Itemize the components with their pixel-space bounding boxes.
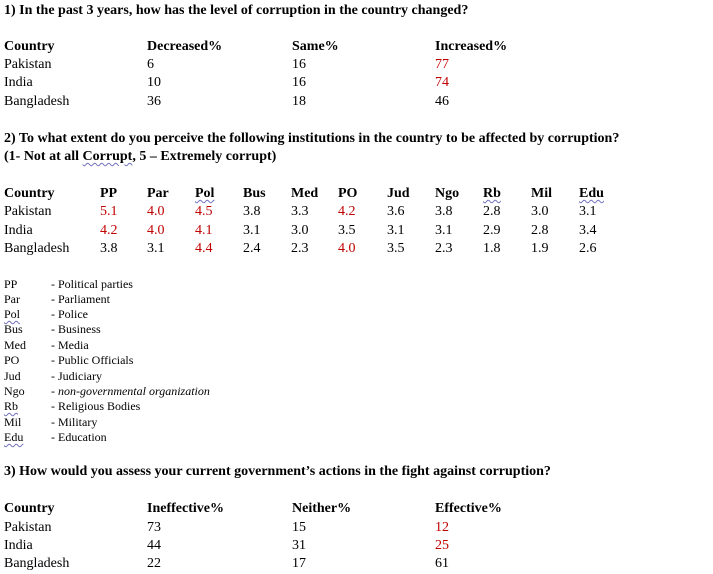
legend-abbr-mil: Mil xyxy=(4,415,22,429)
q1-row-india-increased: 74 xyxy=(435,75,449,90)
q3-row-bangladesh-ineffective: 22 xyxy=(147,556,161,571)
q1-row-pakistan-increased: 77 xyxy=(435,57,449,72)
q2-title-line2 xyxy=(4,149,276,165)
q2-india-jud: 3.1 xyxy=(387,223,405,238)
q1-row-pakistan-country: Pakistan xyxy=(4,57,52,72)
q3-header-country: Country xyxy=(4,501,55,516)
legend-abbr-po: PO xyxy=(4,353,20,367)
q3-row-pakistan-neither: 15 xyxy=(292,520,306,535)
q2-bangladesh-rb: 1.8 xyxy=(483,241,501,256)
q2-bangladesh-edu: 2.6 xyxy=(579,241,597,256)
q2-pakistan-ngo: 3.8 xyxy=(435,204,453,219)
legend-desc-edu: - Education xyxy=(51,430,107,444)
q2-pakistan-mil: 3.0 xyxy=(531,204,549,219)
q2-pakistan-jud: 3.6 xyxy=(387,204,405,219)
q3-row-india-country: India xyxy=(4,538,33,553)
legend-abbr-rb: Rb xyxy=(4,399,19,413)
q2-header-mil: Mil xyxy=(531,186,552,201)
q2-india-med: 3.0 xyxy=(291,223,309,238)
legend-desc-jud: - Judiciary xyxy=(51,369,102,383)
q2-india-pol: 4.1 xyxy=(195,223,213,238)
q2-row-india-country: India xyxy=(4,223,33,238)
q2-header-bus: Bus xyxy=(243,186,266,201)
legend-abbr-med: Med xyxy=(4,338,26,352)
q2-header-jud: Jud xyxy=(387,186,410,201)
q2-header-po: PO xyxy=(338,186,358,201)
q2-title-part-c: , 5 – Extremely corrupt) xyxy=(132,149,277,164)
q2-title-part-b: Corrupt xyxy=(82,149,133,164)
legend-abbr-bus: Bus xyxy=(4,322,23,336)
q3-row-pakistan-country: Pakistan xyxy=(4,520,52,535)
q2-header-rb: Rb xyxy=(483,186,501,201)
q2-india-bus: 3.1 xyxy=(243,223,261,238)
legend-desc-ngo: - non-governmental organization xyxy=(51,384,210,398)
legend-desc-po: - Public Officials xyxy=(51,353,134,367)
q2-bangladesh-jud: 3.5 xyxy=(387,241,405,256)
q2-pakistan-pp: 5.1 xyxy=(100,204,118,219)
q1-title: 1) In the past 3 years, how has the level of corruption in the country changed? xyxy=(4,3,469,18)
q1-header-same: Same% xyxy=(292,39,339,54)
q2-india-mil: 2.8 xyxy=(531,223,549,238)
q2-bangladesh-po: 4.0 xyxy=(338,241,356,256)
q2-bangladesh-mil: 1.9 xyxy=(531,241,549,256)
q2-bangladesh-pol: 4.4 xyxy=(195,241,213,256)
q3-row-india-neither: 31 xyxy=(292,538,306,553)
q1-row-bangladesh-increased: 46 xyxy=(435,94,449,109)
q3-row-india-effective: 25 xyxy=(435,538,449,553)
q1-header-increased: Increased% xyxy=(435,39,508,54)
q2-pakistan-bus: 3.8 xyxy=(243,204,261,219)
legend-desc-med: - Media xyxy=(51,338,89,352)
q2-pakistan-rb: 2.8 xyxy=(483,204,501,219)
q2-india-po: 3.5 xyxy=(338,223,356,238)
q2-header-ngo: Ngo xyxy=(435,186,460,201)
legend-abbr-jud: Jud xyxy=(4,369,21,383)
q2-pakistan-par: 4.0 xyxy=(147,204,165,219)
q1-row-pakistan-same: 16 xyxy=(292,57,306,72)
q3-row-bangladesh-neither: 17 xyxy=(292,556,306,571)
q3-row-pakistan-ineffective: 73 xyxy=(147,520,161,535)
legend-abbr-ngo: Ngo xyxy=(4,384,25,398)
q2-title-part-a: (1- Not at all xyxy=(4,149,83,164)
q2-india-edu: 3.4 xyxy=(579,223,597,238)
legend-desc-mil: - Military xyxy=(51,415,98,429)
q3-row-india-ineffective: 44 xyxy=(147,538,161,553)
q3-row-bangladesh-effective: 61 xyxy=(435,556,449,571)
q2-bangladesh-par: 3.1 xyxy=(147,241,165,256)
q2-title-line1: 2) To what extent do you perceive the following institutions in the country to be affected by corruption? xyxy=(4,131,620,146)
q2-header-pp: PP xyxy=(100,186,118,201)
q2-india-rb: 2.9 xyxy=(483,223,501,238)
q2-row-pakistan-country: Pakistan xyxy=(4,204,52,219)
q1-row-india-decreased: 10 xyxy=(147,75,161,90)
q1-row-bangladesh-country: Bangladesh xyxy=(4,94,70,109)
q2-header-pol: Pol xyxy=(195,186,215,201)
q1-header-decreased: Decreased% xyxy=(147,39,223,54)
legend-desc-rb: - Religious Bodies xyxy=(51,399,141,413)
q2-header-med: Med xyxy=(291,186,319,201)
q3-title: 3) How would you assess your current government’s actions in the fight against corruption? xyxy=(4,464,551,479)
legend-desc-bus: - Business xyxy=(51,322,101,336)
q2-india-ngo: 3.1 xyxy=(435,223,453,238)
q3-row-bangladesh-country: Bangladesh xyxy=(4,556,70,571)
legend-desc-par: - Parliament xyxy=(51,292,110,306)
q2-india-par: 4.0 xyxy=(147,223,165,238)
q1-row-pakistan-decreased: 6 xyxy=(147,57,154,72)
q2-bangladesh-pp: 3.8 xyxy=(100,241,118,256)
q3-header-ineffective: Ineffective% xyxy=(147,501,224,516)
legend-desc-pol: - Police xyxy=(51,307,88,321)
legend-abbr-edu: Edu xyxy=(4,430,24,444)
q1-header-country: Country xyxy=(4,39,55,54)
q1-row-india-same: 16 xyxy=(292,75,306,90)
q2-bangladesh-ngo: 2.3 xyxy=(435,241,453,256)
q2-pakistan-edu: 3.1 xyxy=(579,204,597,219)
q2-india-pp: 4.2 xyxy=(100,223,118,238)
q1-row-india-country: India xyxy=(4,75,33,90)
q2-header-country: Country xyxy=(4,186,55,201)
q2-header-edu: Edu xyxy=(579,186,604,201)
legend-abbr-par: Par xyxy=(4,292,20,306)
q1-row-bangladesh-same: 18 xyxy=(292,94,306,109)
q2-bangladesh-bus: 2.4 xyxy=(243,241,261,256)
q3-header-neither: Neither% xyxy=(292,501,352,516)
legend-desc-pp: - Political parties xyxy=(51,277,133,291)
q2-row-bangladesh-country: Bangladesh xyxy=(4,241,70,256)
q2-header-par: Par xyxy=(147,186,169,201)
q3-row-pakistan-effective: 12 xyxy=(435,520,449,535)
legend-abbr-pol: Pol xyxy=(4,307,21,321)
q1-row-bangladesh-decreased: 36 xyxy=(147,94,161,109)
q3-header-effective: Effective% xyxy=(435,501,502,516)
q2-pakistan-med: 3.3 xyxy=(291,204,309,219)
q2-bangladesh-med: 2.3 xyxy=(291,241,309,256)
q2-pakistan-pol: 4.5 xyxy=(195,204,213,219)
legend-abbr-pp: PP xyxy=(4,277,18,291)
q2-pakistan-po: 4.2 xyxy=(338,204,356,219)
